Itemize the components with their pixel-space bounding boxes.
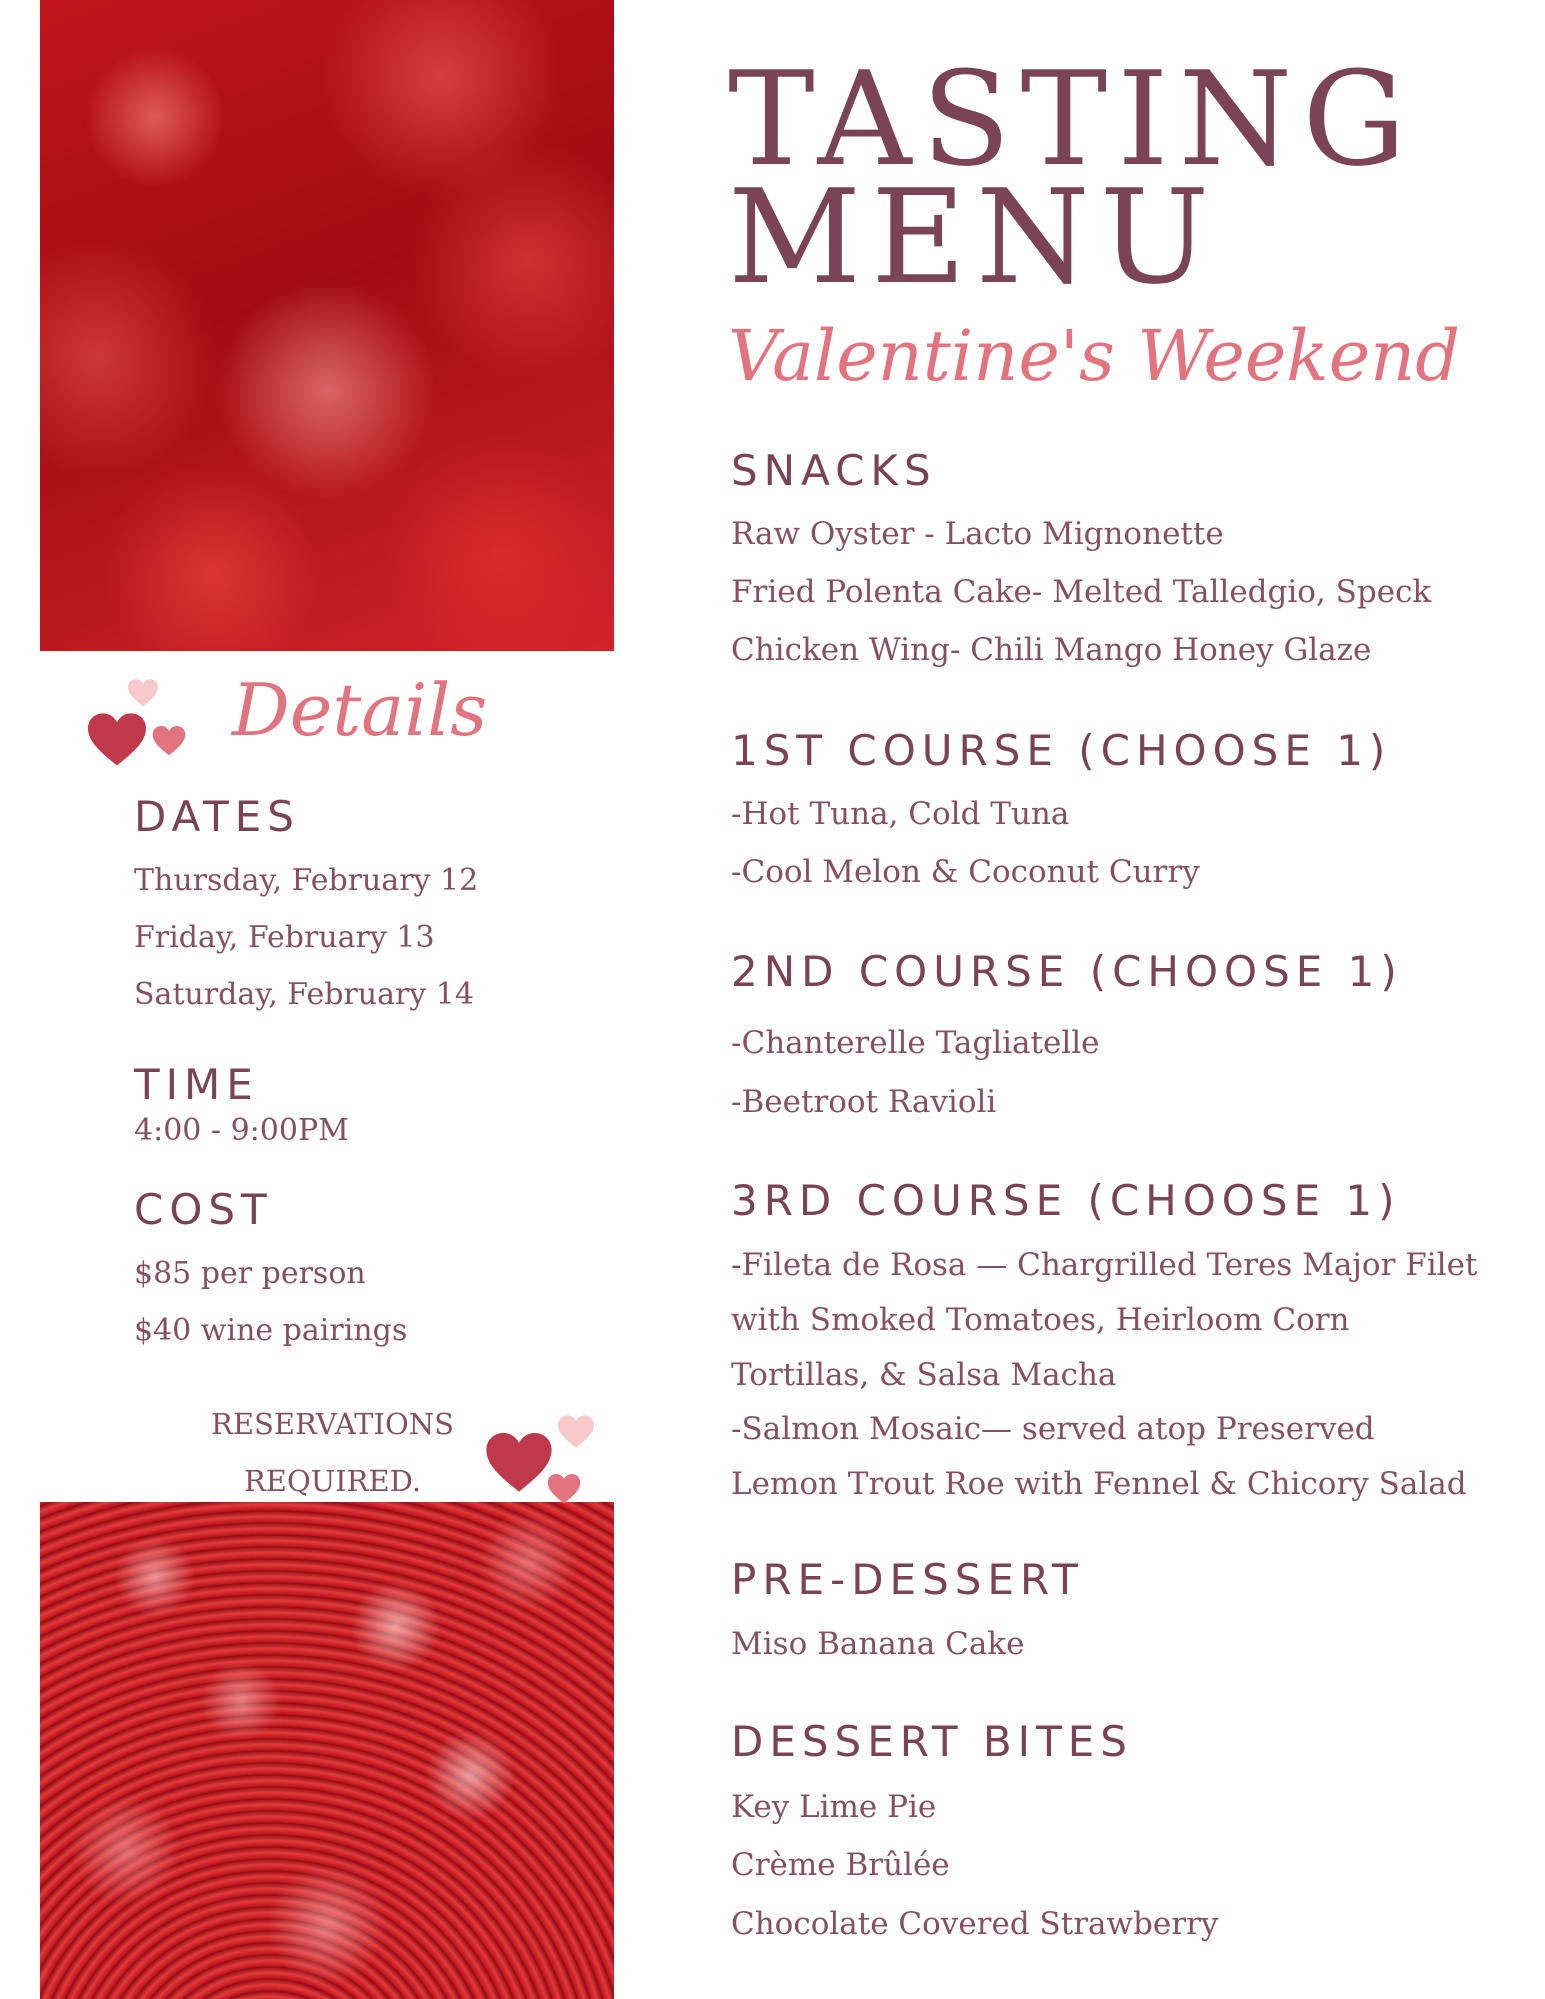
reservations-note [160,1396,505,1510]
cost-item: $85 per person [134,1256,366,1291]
dates-heading: DATES [134,792,300,841]
date-item: Thursday, February 12 [134,863,479,898]
menu-item: -Chanterelle Tagliatelle [731,1025,1100,1061]
course1-heading: 1ST COURSE (CHOOSE 1) [731,726,1392,775]
dessert-heading: DESSERT BITES [731,1717,1133,1766]
reservations-line: REQUIRED. [243,1464,422,1498]
subtitle: Valentine's Weekend [728,315,1461,397]
menu-item: -Cool Melon & Coconut Curry [731,854,1200,890]
menu-item: -Hot Tuna, Cold Tuna [731,796,1070,832]
snacks-heading: SNACKS [731,446,937,495]
date-item: Friday, February 13 [134,920,435,955]
heart-icon [544,1474,584,1504]
menu-item: -Fileta de Rosa — Chargrilled Teres Major Filet [731,1247,1478,1283]
menu-item: -Beetroot Ravioli [731,1084,997,1120]
glitter-hearts-photo [40,1502,614,1999]
menu-item: Raw Oyster - Lacto Mignonette [731,516,1224,552]
menu-item: Lemon Trout Roe with Fennel & Chicory Salad [731,1466,1467,1502]
page-title [728,43,1417,313]
heart-icon [152,726,186,756]
menu-item: Key Lime Pie [731,1789,937,1825]
reservations-line: RESERVATIONS [211,1407,454,1441]
time-heading: TIME [134,1060,259,1109]
menu-item: Chicken Wing- Chili Mango Honey Glaze [731,632,1372,668]
heart-icon [558,1414,594,1450]
predessert-heading: PRE-DESSERT [731,1555,1084,1604]
cost-heading: COST [134,1185,273,1234]
time-value: 4:00 - 9:00PM [134,1113,349,1148]
title-line: TASTING [728,43,1417,195]
hearts-bokeh-photo [40,0,614,651]
details-heading: Details [232,668,488,752]
menu-item: with Smoked Tomatoes, Heirloom Corn [731,1302,1350,1338]
course3-heading: 3RD COURSE (CHOOSE 1) [731,1176,1401,1225]
menu-item: Fried Polenta Cake- Melted Talledgio, Speck [731,574,1432,610]
menu-item: Chocolate Covered Strawberry [731,1906,1219,1942]
title-line: MENU [728,161,1220,313]
course2-heading: 2ND COURSE (CHOOSE 1) [731,947,1403,996]
menu-item: -Salmon Mosaic— served atop Preserved [731,1411,1375,1447]
heart-icon [128,678,158,708]
menu-item: Crème Brûlée [731,1847,950,1883]
heart-icon [88,712,146,768]
date-item: Saturday, February 14 [134,977,474,1012]
cost-item: $40 wine pairings [134,1313,408,1348]
menu-item: Miso Banana Cake [731,1626,1025,1662]
menu-item: Tortillas, & Salsa Macha [731,1357,1117,1393]
